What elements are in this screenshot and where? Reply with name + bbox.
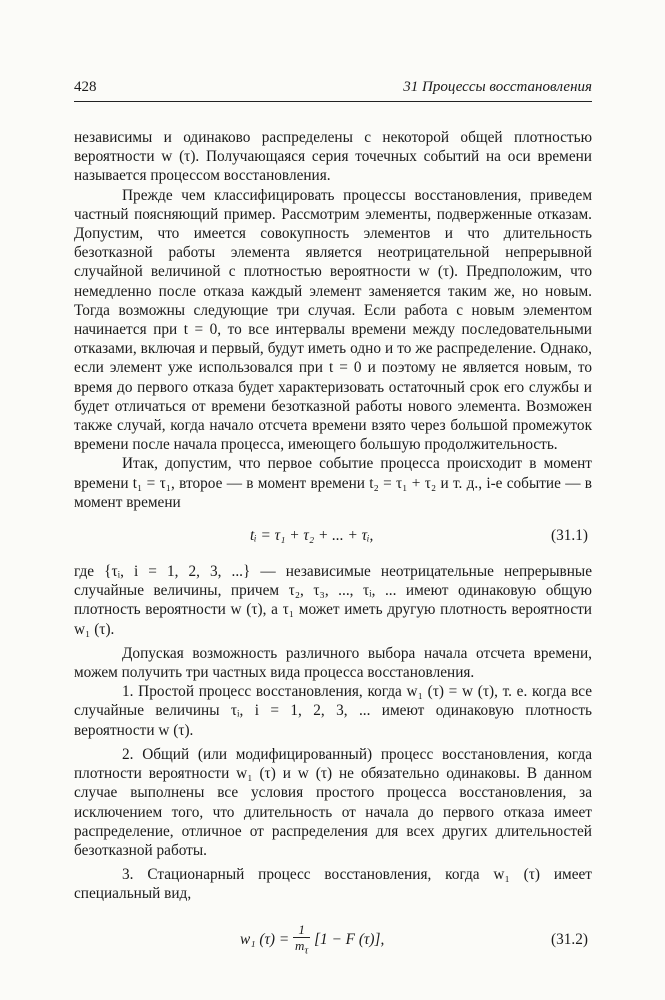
running-title: 31 Процессы восстановления (403, 79, 592, 95)
equation-31-2 (74, 914, 592, 968)
paragraph: независимы и одинаково распределены с некоторой общей плотностью вероятности w (τ). Получающаяся серия точечных событий на оси времени называется процессом восстановления. (74, 129, 592, 185)
paragraph: Допуская возможность различного выбора начала отсчета времени, можем получить три частных вида процесса восстановления. (74, 644, 592, 682)
paragraph: 1. Простой процесс восстановления, когда w₁ (τ) = w (τ), т. е. когда все случайные величины τᵢ, i = 1, 2, 3, ... имеют одинаковую плотность вероятности w (τ). (74, 683, 592, 739)
fraction (293, 922, 310, 959)
body-text (74, 128, 592, 974)
paragraph: Прежде чем классифицировать процессы восстановления, приведем частный поясняющий пример. Рассмотрим элементы, подверженные отказам. Допустим, что имеется совокупность элементов и что длительность безотказной работы элемента является неотрицательной непрерывной случайной величиной с плотностью вероятности w (τ). Предположим, что немедленно после отказа каждый элемент заменяется таким же, но новым. Тогда возможны следующие три случая. Если работа с новым элементом начинается при t = 0, то все интервалы времени между последовательными отказами, включая и первый, будут иметь одно и то же распределение. Однако, если элемент уже использовался при t = 0 и поэтому не является новым, то время до первого отказа будет характеризовать остаточный срок его службы и будет отличаться от времени безотказной работы нового элемента. Возможен также случай, когда начало отсчета времени взято через большой промежуток времени после начала процесса, имеющего большую продолжительность. (74, 186, 592, 454)
header-rule (74, 101, 592, 102)
page-number: 428 (74, 79, 97, 95)
paragraph: 3. Стационарный процесс восстановления, когда w₁ (τ) имеет специальный вид, (74, 866, 592, 903)
equation-formula (240, 922, 384, 959)
fraction-numerator: 1 (293, 922, 310, 938)
equation-number: (31.2) (551, 930, 588, 948)
equation-rhs: [1 − F (τ)], (314, 930, 385, 948)
running-header (74, 79, 592, 101)
paragraph: 2. Общий (или модифицированный) процесс восстановления, когда плотности вероятности w₁ (τ) и w (τ) не обязательно одинаковы. В данном случае выполнены все условия простого процесса восстановления, за исключением того, что длительность от начала до первого отказа имеет распределение, отличное от распределения для всех других длительностей безотказной работы. (74, 745, 592, 859)
equation-formula: tᵢ = τ₁ + τ₂ + ... + τᵢ, (250, 527, 374, 545)
equation-31-1 (74, 518, 592, 556)
denominator-symbol: m (294, 937, 305, 953)
denominator-subscript: τ (304, 944, 309, 957)
paragraph: где {τᵢ, i = 1, 2, 3, ...} — независимые неотрицательные непрерывные случайные величины, причем τ₂, τ₃, ..., τᵢ, ... имеют одинаковую общую плотность вероятности w (τ), а τ₁ может иметь другую плотность вероятности w₁ (τ). (74, 563, 592, 638)
paragraph: Итак, допустим, что первое событие процесса происходит в момент времени t₁ = τ₁, второе — в момент времени t₂ = τ₁ + τ₂ и т. д., i-е событие — в момент времени (74, 455, 592, 511)
fraction-denominator (293, 938, 310, 959)
equation-lhs: w₁ (τ) = (240, 930, 290, 948)
equation-number: (31.1) (551, 527, 588, 545)
